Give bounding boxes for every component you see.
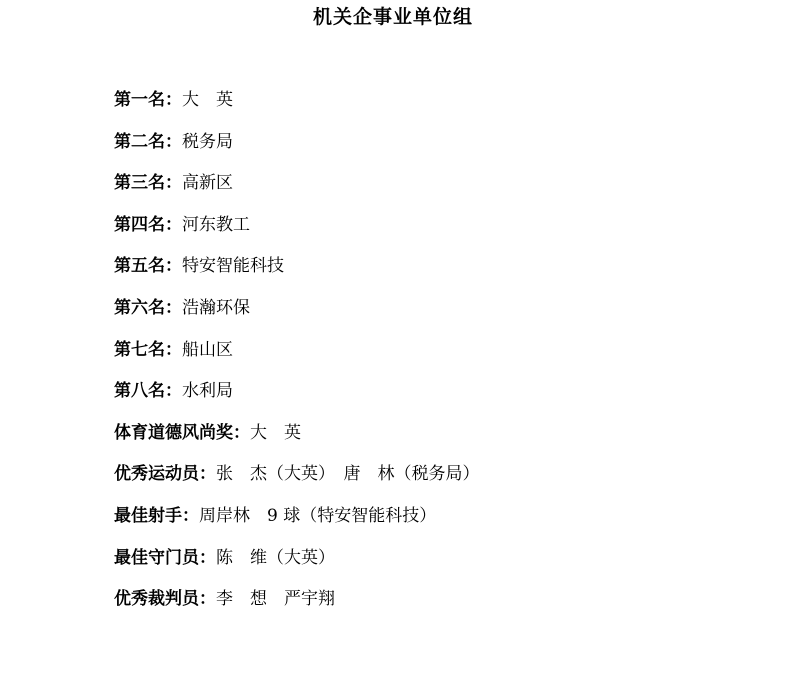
award-value: 高新区 xyxy=(182,173,233,194)
award-value: 大 英 xyxy=(182,90,233,110)
award-label: 优秀裁判员： xyxy=(114,589,216,610)
award-value: 李 想 严宇翔 xyxy=(216,589,335,610)
list-item xyxy=(114,419,774,461)
award-value: 陈 维（大英） xyxy=(216,547,335,568)
award-value: 船山区 xyxy=(182,339,233,360)
award-value: 河东教工 xyxy=(182,214,250,235)
list-item xyxy=(114,585,774,627)
award-value: 周岸林 9 球（特安智能科技） xyxy=(199,505,437,526)
list-item xyxy=(114,86,774,128)
award-value: 税务局 xyxy=(182,131,233,152)
award-label: 第一名： xyxy=(114,90,182,110)
award-label: 第二名： xyxy=(114,131,182,152)
document-title: 机关企事业单位组 xyxy=(312,6,473,28)
list-item xyxy=(114,460,774,502)
list-item xyxy=(114,128,774,170)
list-item xyxy=(114,377,774,419)
award-label: 优秀运动员： xyxy=(114,464,216,485)
list-item xyxy=(114,294,774,336)
list-item xyxy=(114,169,774,211)
award-value: 浩瀚环保 xyxy=(182,297,250,318)
list-item xyxy=(114,252,774,294)
award-label: 第八名： xyxy=(114,381,182,402)
award-label: 第三名： xyxy=(114,173,182,194)
award-label: 最佳射手： xyxy=(114,505,199,526)
award-label: 第七名： xyxy=(114,339,182,360)
award-value: 张 杰（大英） 唐 林（税务局） xyxy=(216,464,480,485)
list-item xyxy=(114,336,774,378)
list-item xyxy=(114,211,774,253)
award-list xyxy=(114,86,774,627)
award-label: 最佳守门员： xyxy=(114,547,216,568)
award-value: 特安智能科技 xyxy=(182,256,284,277)
award-label: 第四名： xyxy=(114,214,182,235)
award-label: 体育道德风尚奖： xyxy=(114,422,250,443)
award-label: 第六名： xyxy=(114,297,182,318)
award-value: 大 英 xyxy=(250,422,301,443)
list-item xyxy=(114,502,774,544)
award-label: 第五名： xyxy=(114,256,182,277)
list-item xyxy=(114,544,774,586)
award-value: 水利局 xyxy=(182,381,233,402)
